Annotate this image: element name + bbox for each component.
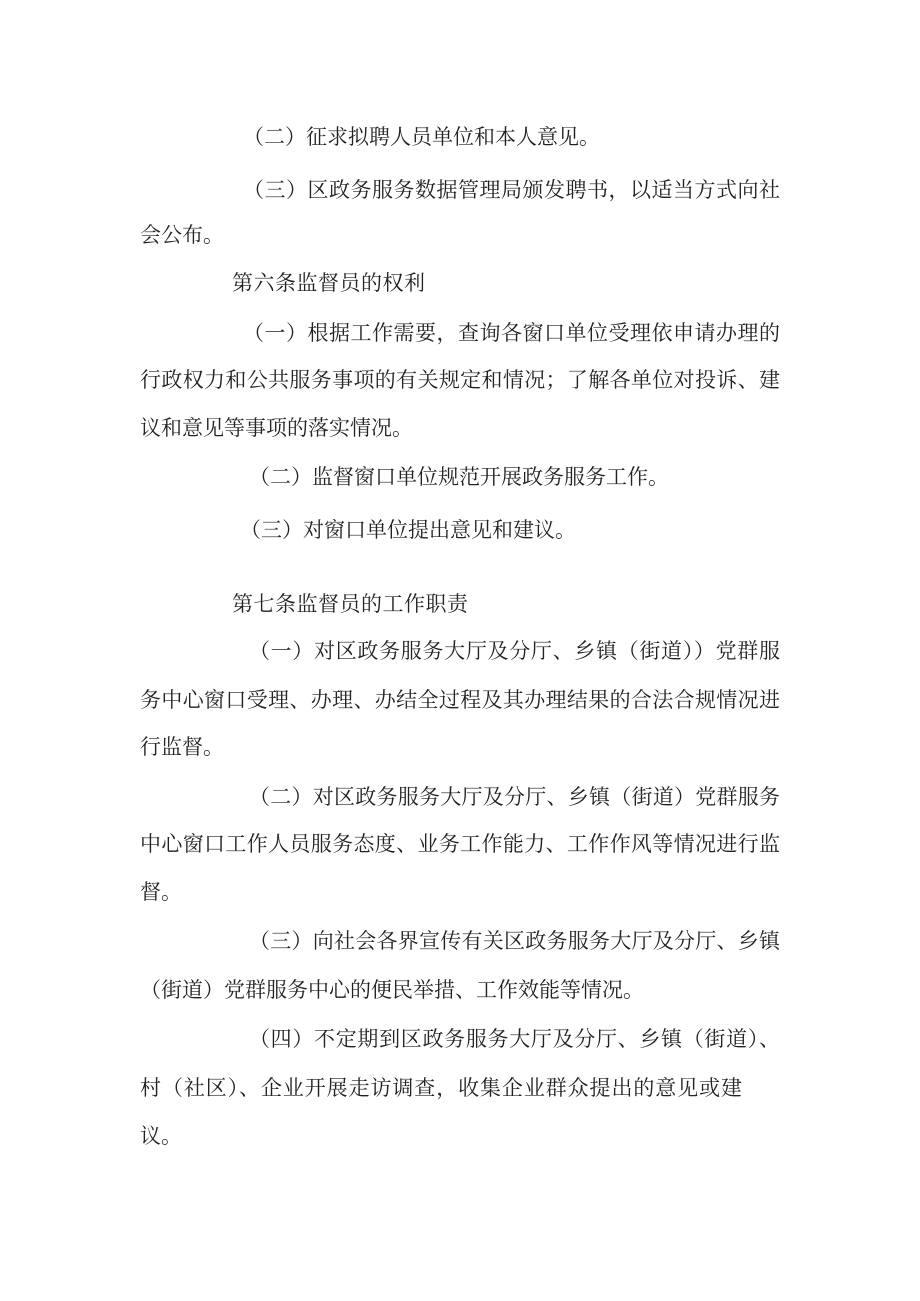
paragraph-line: （三）对窗口单位提出意见和建议。 [240, 518, 576, 542]
paragraph-line: （街道）党群服务中心的便民举措、工作效能等情况。 [140, 978, 644, 1002]
paragraph-line: （四）不定期到区政务服务大厅及分厅、乡镇（街道）、 [249, 1027, 780, 1051]
section-heading: 第六条监督员的权利 [232, 271, 426, 295]
paragraph-line: 督。 [140, 880, 182, 904]
paragraph-line: （一）对区政务服务大厅及分厅、乡镇（街道））党群服 [249, 639, 780, 663]
paragraph-line: （三）区政务服务数据管理局颁发聘书，以适当方式向社 [243, 178, 780, 202]
paragraph-line: 行监督。 [140, 735, 224, 759]
section-heading: 第七条监督员的工作职责 [232, 592, 469, 616]
paragraph-line: （二）监督窗口单位规范开展政务服务工作。 [249, 465, 669, 489]
paragraph-line: （三）向社会各界宣传有关区政务服务大厅及分厅、乡镇 [249, 929, 780, 953]
paragraph-line: （一）根据工作需要，查询各窗口单位受理依申请办理的 [243, 321, 780, 345]
paragraph-line: （二）对区政务服务大厅及分厅、乡镇（街道）党群服务 [249, 785, 780, 809]
paragraph-line: （二）征求拟聘人员单位和本人意见。 [243, 125, 600, 149]
paragraph-line: 村（社区）、企业开展走访调查，收集企业群众提出的意见或建 [140, 1076, 742, 1100]
paragraph-line: 行政权力和公共服务事项的有关规定和情况；了解各单位对投诉、建 [140, 368, 780, 392]
paragraph-line: 议。 [140, 1124, 182, 1148]
paragraph-line: 中心窗口工作人员服务态度、业务工作能力、工作作风等情况进行监 [140, 832, 780, 856]
paragraph-line: 会公布。 [140, 223, 224, 247]
paragraph-line: 议和意见等事项的落实情况。 [140, 416, 413, 440]
paragraph-line: 务中心窗口受理、办理、办结全过程及其办理结果的合法合规情况进 [140, 688, 780, 712]
